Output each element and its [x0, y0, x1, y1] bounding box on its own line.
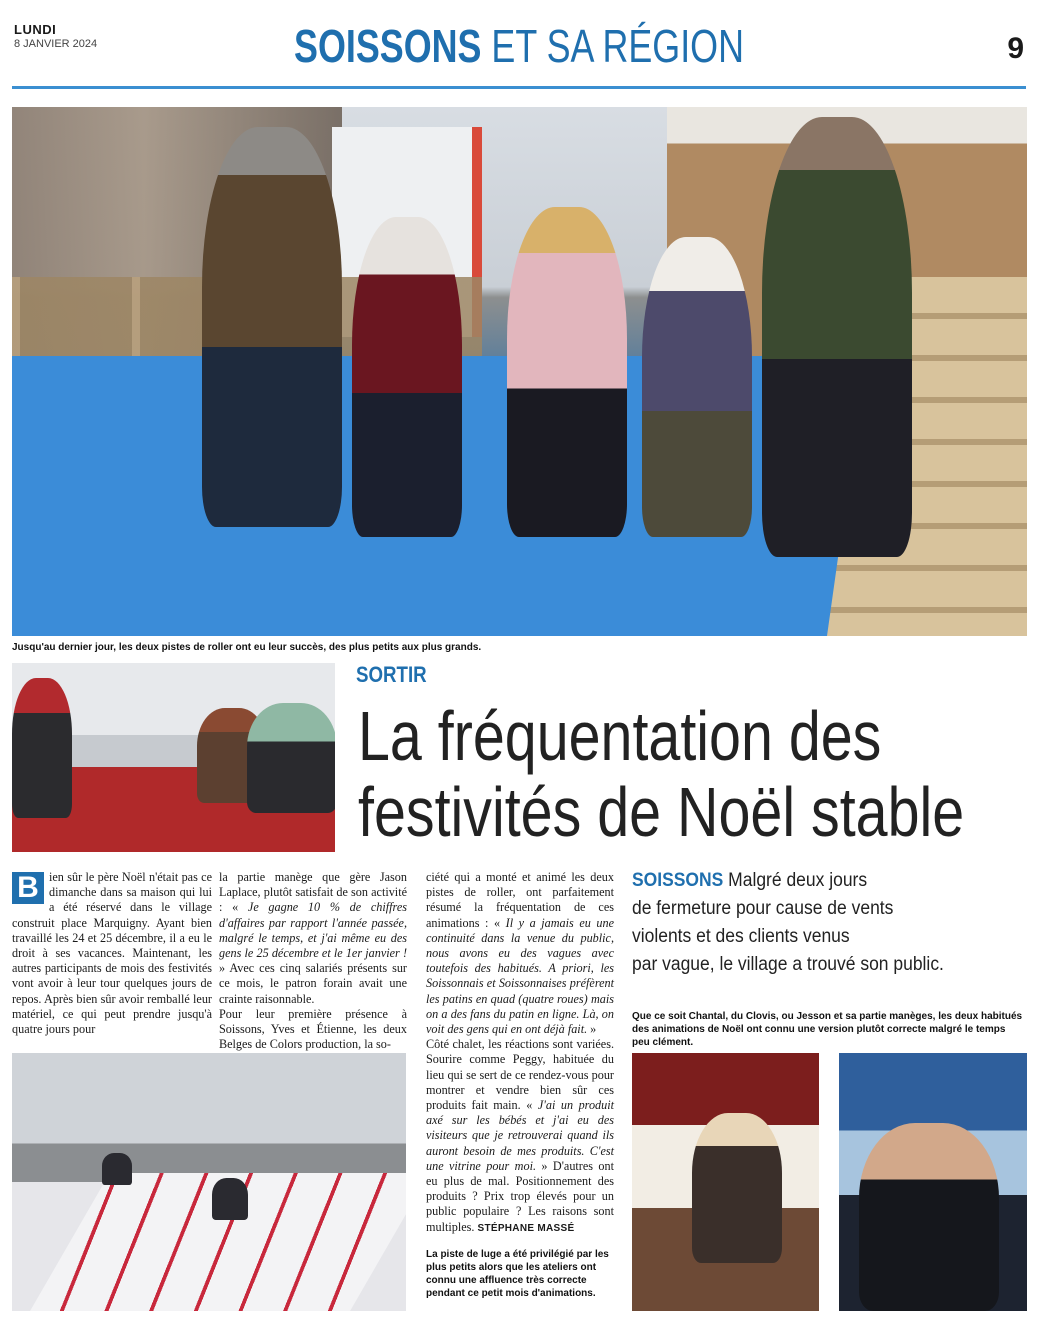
column-2-paragraph-2: Pour leur première présence à Soissons, Yves et Étienne, les deux Belges de Colors production, la so-: [219, 1006, 407, 1052]
column-3-paragraph-2: [426, 1037, 614, 1235]
section-title-rest: ET SA RÉGION: [481, 20, 744, 72]
page-number: 9: [1007, 32, 1024, 65]
column-1-text: ien sûr le père Noël n'était pas ce dimanche dans sa maison qui lui a été réservé dans le village construit place Marquigny. Ayant bien travaillé les 24 et 25 décembre, il a eu le droit à ses vacances. Maintenant, les autres participants de mois des festivités vont avoir à leur tour quelques jours de repos. Après bien sûr avoir remballé leur matériel, ce qui peut prendre jusqu'à quatre jours pour: [12, 870, 212, 1037]
article-headline: [358, 698, 1014, 850]
article-column-3: [426, 870, 614, 1235]
photo-figure-sled-1: [102, 1153, 132, 1185]
chapo-line-3: violents et des clients venus: [632, 926, 850, 947]
photo-figure-child-3: [642, 237, 752, 537]
photo-sled-track: [12, 1173, 406, 1311]
photo-figure-ride: [859, 1123, 999, 1311]
main-photo: [12, 107, 1027, 636]
column-3-paragraph-1: [426, 870, 614, 1037]
date-day: LUNDI: [14, 22, 57, 37]
photo-figure-child-2: [507, 207, 627, 537]
workshop-photo: [12, 663, 335, 852]
column-2-quote: Je gagne 10 % de chiffres d'affaires par rapport l'année passée, malgré le temps, et j'ai même eu des gens le 25 décembre et le 1er janvier !: [219, 900, 407, 961]
article-kicker: SORTIR: [356, 662, 427, 687]
author-signature: STÉPHANE MASSÉ: [477, 1222, 575, 1234]
column-2-paragraph-1: [219, 870, 407, 1007]
photo-figure-adult-right: [762, 117, 912, 557]
article-chapo: [632, 867, 993, 979]
chapo-line-1: [632, 867, 993, 895]
article-column-1: [12, 870, 212, 1037]
headline-line-1: La fréquentation des: [358, 697, 882, 775]
column-3-quote-2: J'ai un produit axé sur les bébés et j'ai eu des visiteurs que je retrouverai quand ils auront besoin de mes produits. C'est une vitrine pour moi.: [426, 1098, 615, 1173]
sled-photo: [12, 1053, 406, 1311]
column-3-quote-1: Il y a jamais eu une continuité dans la venue du public, nous avons eu des vagues avec toutefois des habitués. A priori, les Soissonnais et Soissonnaises préfèrent les patins en quad (quatre roues) mais on a des fans du patin en ligne. Là, on voit des gens qui en ont déjà fait.: [426, 915, 614, 1037]
article-column-2: [219, 870, 407, 1052]
drop-cap: B: [12, 872, 44, 904]
ride-photo: [839, 1053, 1027, 1311]
photo-figure-sled-2: [212, 1178, 248, 1220]
chapo-line-4: par vague, le village a trouvé son public.: [632, 954, 944, 975]
photo-figure-stall: [692, 1113, 782, 1263]
main-photo-caption: Jusqu'au dernier jour, les deux pistes de roller ont eu leur succès, des plus petits aux plus grands.: [12, 642, 482, 653]
photo-figure-workshop-1: [12, 678, 72, 818]
column-3-text-d: » D'autres ont eu plus de mal. Positionnement des produits ? Prix trop élevés pour un public populaire ? Les raisons sont multiples.: [426, 1158, 614, 1234]
photo-figure-child-1: [352, 217, 462, 537]
headline-line-2: festivités de Noël stable: [358, 773, 965, 851]
column-2-text-a: la partie manège que gère Jason Laplace, plutôt satisfait de son activité : «: [219, 870, 407, 915]
photo-figure-workshop-3: [247, 703, 335, 813]
chapo-line-2: de fermeture pour cause de vents: [632, 898, 894, 919]
header-rule: [12, 86, 1026, 89]
chapo-place: SOISSONS: [632, 870, 724, 891]
column-3-text-a: ciété qui a monté et animé les deux pistes de roller, ont parfaitement résumé la fréquentation de ces animations : «: [426, 870, 614, 930]
section-title-strong: SOISSONS: [294, 20, 482, 72]
column-3-text-c: Côté chalet, les réactions sont variées. Sourire comme Peggy, habituée du lieu qui se sert de ce rendez-vous pour montrer et vendre bien sûr ces produits fait main. «: [426, 1037, 614, 1113]
stall-photo: [632, 1053, 819, 1311]
section-title: [114, 18, 924, 74]
column-3-text-b: »: [587, 1022, 597, 1037]
chapo-line-1-text: Malgré deux jours: [723, 870, 868, 891]
column-2-text-b: » Avec ces cinq salariés présents sur ce mois, le patron forain avait une crainte raisonnable.: [219, 961, 407, 1006]
sled-photo-caption: La piste de luge a été privilégié par les plus petits alors que les ateliers ont connu une affluence très correcte pendant ce petit mois d'animations.: [426, 1249, 609, 1299]
right-photos-caption: Que ce soit Chantal, du Clovis, ou Jesson et sa partie manèges, les deux habitués des animations de Noël ont connu une version plutôt correcte malgré le temps peu clément.: [632, 1011, 1023, 1048]
photo-figure-adult-left: [202, 127, 342, 527]
date-full: 8 JANVIER 2024: [14, 38, 98, 50]
